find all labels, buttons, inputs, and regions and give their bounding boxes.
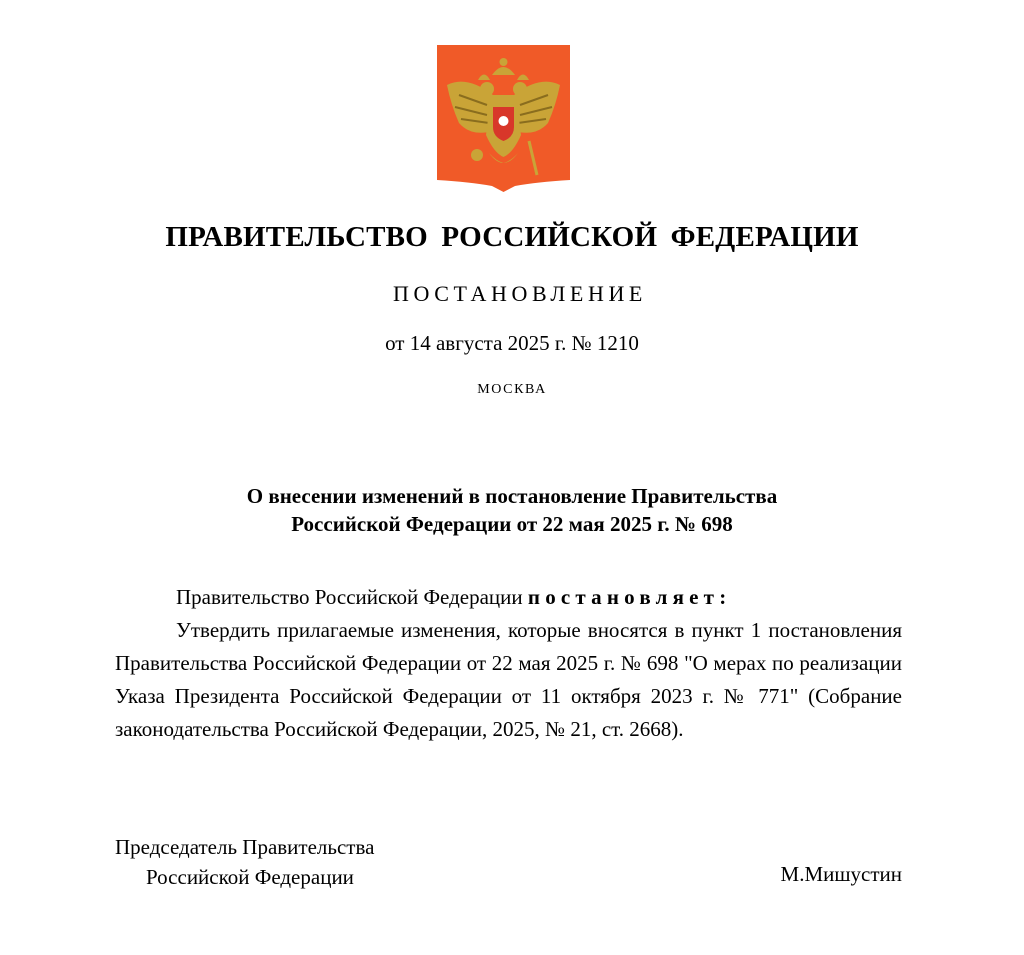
body-intro-line [115, 581, 902, 614]
document-place: МОСКВА [477, 382, 547, 397]
body-decrees: постановляет: [527, 585, 732, 609]
body-paragraph: Утвердить прилагаемые изменения, которые вносятся в пункт 1 постановления Правительства Российской Федерации от 22 мая 2025 г. № 698 "О мерах по реализации Указа Президента Российской Федерации от 11 октября 2023 г. № 771" (Собрание законодательства Российской Федерации, 2025, № 21, ст. 2668). [115, 618, 902, 741]
subject-line-1: О внесении изменений в постановление Правительства [246, 484, 778, 508]
signatory-name: М.Мишустин [780, 862, 902, 886]
document-body [115, 581, 902, 746]
document-date-number: от 14 августа 2025 г. № 1210 [385, 331, 639, 355]
coat-of-arms-emblem [437, 45, 570, 192]
signatory-position-line-2: Российской Федерации [146, 865, 354, 889]
subject-line-2: Российской Федерации от 22 мая 2025 г. № 698 [291, 512, 733, 536]
document-type: ПОСТАНОВЛЕНИЕ [393, 281, 647, 306]
document-subject [0, 482, 1024, 538]
signatory-position [115, 832, 374, 892]
body-intro: Правительство Российской Федерации [176, 585, 523, 609]
government-title: ПРАВИТЕЛЬСТВО РОССИЙСКОЙ ФЕДЕРАЦИИ [165, 221, 859, 253]
signatory-position-line-1: Председатель Правительства [115, 835, 375, 859]
